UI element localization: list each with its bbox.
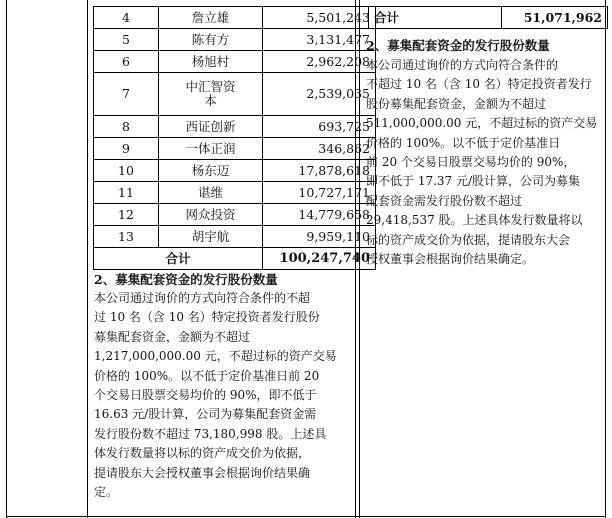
shareholder-name: 胡宇航: [159, 226, 263, 248]
table-row: [94, 160, 376, 182]
row-number: 12: [94, 204, 159, 226]
shareholder-name: 陈有方: [159, 29, 263, 51]
paragraph-line: 价格的 100%。以不低于定价基准日前 20: [94, 368, 320, 383]
row-number: 8: [94, 116, 159, 138]
share-count: 10,727,171: [263, 182, 376, 204]
row-number: 5: [94, 29, 159, 51]
left-section-title: 2、募集配套资金的发行股份数量: [94, 272, 278, 287]
right-section-title: 2、募集配套资金的发行股份数量: [366, 38, 550, 53]
paragraph-line: 发行股份数不超过 73,180,998 股。上述具: [94, 426, 327, 441]
shareholder-name: 谌维: [159, 182, 263, 204]
shareholder-name-line2: 本: [204, 93, 217, 108]
shareholder-name: 网众投资: [159, 204, 263, 226]
row-number: 4: [94, 7, 159, 29]
table-row: [94, 51, 376, 73]
shareholder-name: 杨旭村: [159, 51, 263, 73]
table-row: [94, 7, 376, 29]
share-count: 693,725: [263, 116, 376, 138]
table-row: [94, 29, 376, 51]
frame-column-divider-1: [87, 0, 88, 518]
row-number: 9: [94, 138, 159, 160]
paragraph-line: 授权董事会根据询价结果确定。: [366, 252, 535, 267]
right-total-table: [368, 6, 608, 29]
paragraph-line: 定。: [94, 485, 119, 500]
row-number: 6: [94, 51, 159, 73]
left-section-paragraph: [94, 289, 337, 502]
paragraph-line: 募集配套资金，金额为不超过: [94, 329, 251, 344]
shareholder-name-line1: 中汇智资: [185, 79, 236, 94]
paragraph-line: 16.63 元/股计算，公司为募集配套资金需: [94, 407, 317, 422]
row-number: 13: [94, 226, 159, 248]
paragraph-line: 511,000,000.00 元，不超过标的资产交易: [366, 116, 598, 131]
shareholder-name: 西证创新: [159, 116, 263, 138]
frame-right-border: [605, 0, 606, 518]
paragraph-line: 提请股东大会授权董事会根据询价结果确: [94, 465, 311, 480]
paragraph-line: 即不低于 17.37 元/股计算，公司为募集: [366, 174, 581, 189]
paragraph-line: 标的资产成交价为依据，提请股东大会: [366, 232, 571, 247]
total-value: 100,247,740: [263, 248, 376, 270]
paragraph-line: 1,217,000,000.00 元，不超过标的资产交易: [94, 349, 337, 364]
row-number: 11: [94, 182, 159, 204]
shareholder-name: 杨东迈: [159, 160, 263, 182]
paragraph-line: 不超过 10 名（含 10 名）特定投资者发行: [366, 77, 592, 92]
paragraph-line: 前 20 个交易日股票交易均价的 90%，: [366, 155, 576, 170]
total-value: 51,071,962: [502, 7, 608, 29]
shareholder-table: [93, 6, 376, 270]
paragraph-line: 过 10 名（含 10 名）特定投资者发行股份: [94, 310, 320, 325]
right-section-paragraph: [366, 56, 597, 269]
table-total-row: [94, 248, 376, 270]
paragraph-line: 29,418,537 股。上述具体发行数量将以: [366, 213, 583, 228]
paragraph-line: 价格的 100%。以不低于定价基准日: [366, 135, 561, 150]
shareholder-name: 詹立雄: [159, 7, 263, 29]
share-count: 2,539,035: [263, 73, 376, 116]
share-count: 2,962,208: [263, 51, 376, 73]
total-label: 合计: [94, 248, 263, 270]
share-count: 3,131,477: [263, 29, 376, 51]
paragraph-line: 配套资金需发行股份数不超过: [366, 193, 523, 208]
shareholder-name: [159, 73, 263, 116]
paragraph-line: 股份募集配套资金，金额为不超过: [366, 96, 547, 111]
frame-left-border: [6, 0, 7, 518]
share-count: 5,501,243: [263, 7, 376, 29]
share-count: 346,862: [263, 138, 376, 160]
paragraph-line: 体发行数量将以标的资产成交价为依据，: [94, 446, 311, 461]
row-number: 7: [94, 73, 159, 116]
row-number: 10: [94, 160, 159, 182]
table-row: [94, 182, 376, 204]
share-count: 9,959,110: [263, 226, 376, 248]
paragraph-line: 本公司通过询价的方式向符合条件的: [366, 58, 559, 72]
share-count: 17,878,618: [263, 160, 376, 182]
table-row: [94, 73, 376, 116]
table-row: [94, 116, 376, 138]
table-row: [94, 204, 376, 226]
total-label: 合计: [369, 7, 502, 29]
table-total-row: [369, 7, 608, 29]
paragraph-line: 本公司通过询价的方式向符合条件的不超: [94, 291, 311, 305]
paragraph-line: 个交易日股票交易均价的 90%，即不低于: [94, 388, 317, 403]
shareholder-name: 一体正润: [159, 138, 263, 160]
share-count: 14,779,658: [263, 204, 376, 226]
frame-bottom-border: [6, 516, 606, 517]
table-row: [94, 138, 376, 160]
table-row: [94, 226, 376, 248]
